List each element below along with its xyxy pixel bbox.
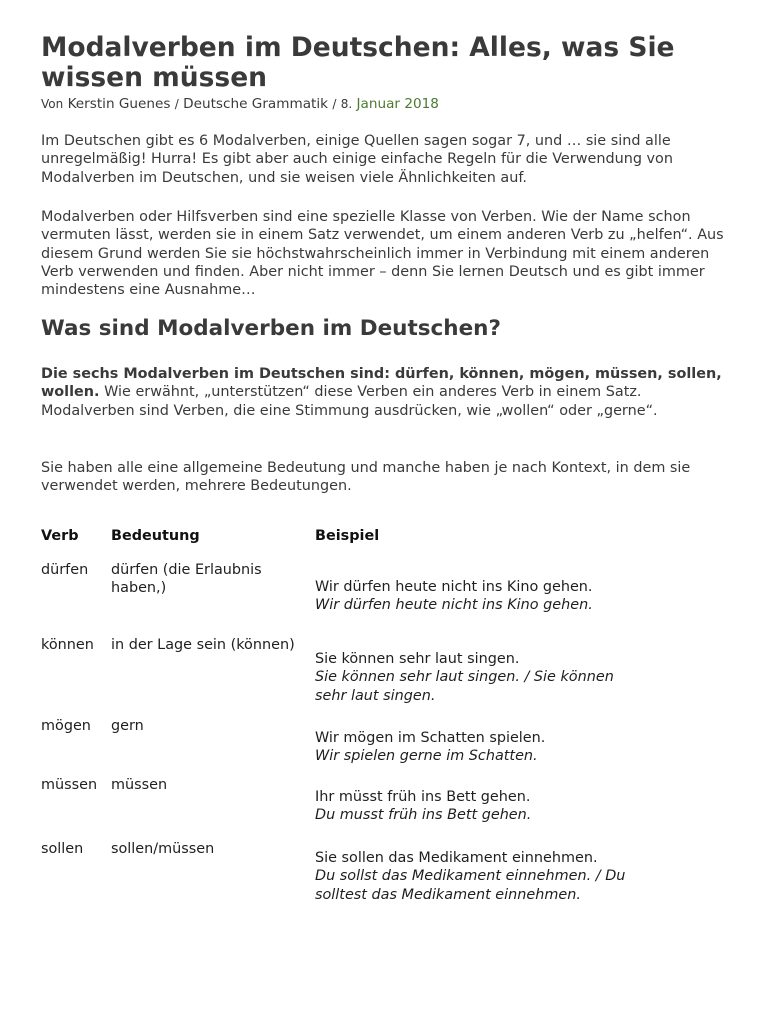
- section-paragraph-1: [41, 365, 731, 420]
- example-sentence: Sie sollen das Medikament einnehmen.: [315, 850, 598, 866]
- date-day: 8.: [340, 97, 353, 111]
- table-cell-example: [315, 650, 645, 705]
- table-cell-example: [315, 849, 645, 904]
- example-sentence: Sie können sehr laut singen.: [315, 651, 520, 667]
- table-cell-example: [315, 729, 645, 766]
- meta-separator: /: [174, 97, 179, 111]
- section-paragraph-rest: Wie erwähnt, „unterstützen“ diese Verben ein anderes Verb in einem Satz. Modalverben sind Verben, die eine Stimmung ausdrücken, wie „wollen“ oder „gerne“.: [41, 384, 658, 419]
- table-cell-verb: dürfen: [41, 562, 89, 578]
- table-cell-meaning: gern: [111, 718, 144, 734]
- article-meta: [41, 95, 439, 113]
- example-sentence-alt: Sie können sehr laut singen. / Sie können sehr laut singen.: [315, 669, 614, 704]
- example-sentence-alt: Du sollst das Medikament einnehmen. / Du solltest das Medikament einnehmen.: [315, 868, 626, 903]
- table-cell-meaning: sollen/müssen: [111, 841, 215, 857]
- table-cell-example: [315, 788, 645, 825]
- example-sentence-alt: Wir dürfen heute nicht ins Kino gehen.: [315, 597, 593, 614]
- example-sentence-alt: Wir spielen gerne im Schatten.: [315, 748, 538, 765]
- table-cell-meaning: müssen: [111, 777, 168, 793]
- example-sentence: Ihr müsst früh ins Bett gehen.: [315, 789, 531, 805]
- article-title: Modalverben im Deutschen: Alles, was Sie wissen müssen: [41, 32, 675, 93]
- table-cell-verb: müssen: [41, 777, 98, 793]
- table-cell-verb: können: [41, 637, 94, 653]
- table-cell-meaning: dürfen (die Erlaubnis haben,): [111, 562, 262, 597]
- intro-paragraph-2: Modalverben oder Hilfsverben sind eine spezielle Klasse von Verben. Wie der Name schon vermuten lässt, werden sie in einem Satz verwendet, um einem anderen Verb zu „helfen“. Aus diesem Grund werden Sie sie höchstwahrscheinlich immer in Verbindung mit einem anderen Verb verwenden und finden. Aber nicht immer – denn Sie lernen Deutsch und es gibt immer mindestens eine Ausnahme…: [41, 209, 724, 299]
- table-cell-meaning: in der Lage sein (können): [111, 637, 295, 653]
- example-sentence-alt: Du musst früh ins Bett gehen.: [315, 807, 532, 824]
- example-sentence: Wir mögen im Schatten spielen.: [315, 730, 546, 746]
- example-sentence: Wir dürfen heute nicht ins Kino gehen.: [315, 579, 593, 595]
- meta-by-label: Von: [41, 97, 64, 111]
- date-month-year: Januar 2018: [356, 96, 439, 112]
- table-cell-verb: mögen: [41, 718, 91, 734]
- author-link[interactable]: Kerstin Guenes: [67, 96, 171, 112]
- section-heading: Was sind Modalverben im Deutschen?: [41, 316, 501, 341]
- table-header-meaning: Bedeutung: [111, 528, 200, 544]
- table-cell-verb: sollen: [41, 841, 84, 857]
- table-header-verb: Verb: [41, 528, 79, 544]
- section-paragraph-2: Sie haben alle eine allgemeine Bedeutung und manche haben je nach Kontext, in dem sie verwendet werden, mehrere Bedeutungen.: [41, 460, 691, 495]
- intro-paragraph-1: Im Deutschen gibt es 6 Modalverben, einige Quellen sagen sogar 7, und … sie sind alle unregelmäßig! Hurra! Es gibt aber auch einige einfache Regeln für die Verwendung von Modalverben im Deutschen, und sie weisen viele Ähnlichkeiten auf.: [41, 133, 673, 186]
- category-link[interactable]: Deutsche Grammatik: [183, 96, 329, 112]
- table-cell-example: [315, 578, 645, 615]
- modal-verbs-list: Die sechs Modalverben im Deutschen sind: dürfen, können, mögen, müssen, sollen, wollen.: [41, 366, 722, 401]
- meta-separator: /: [332, 97, 337, 111]
- table-header-example: Beispiel: [315, 528, 380, 544]
